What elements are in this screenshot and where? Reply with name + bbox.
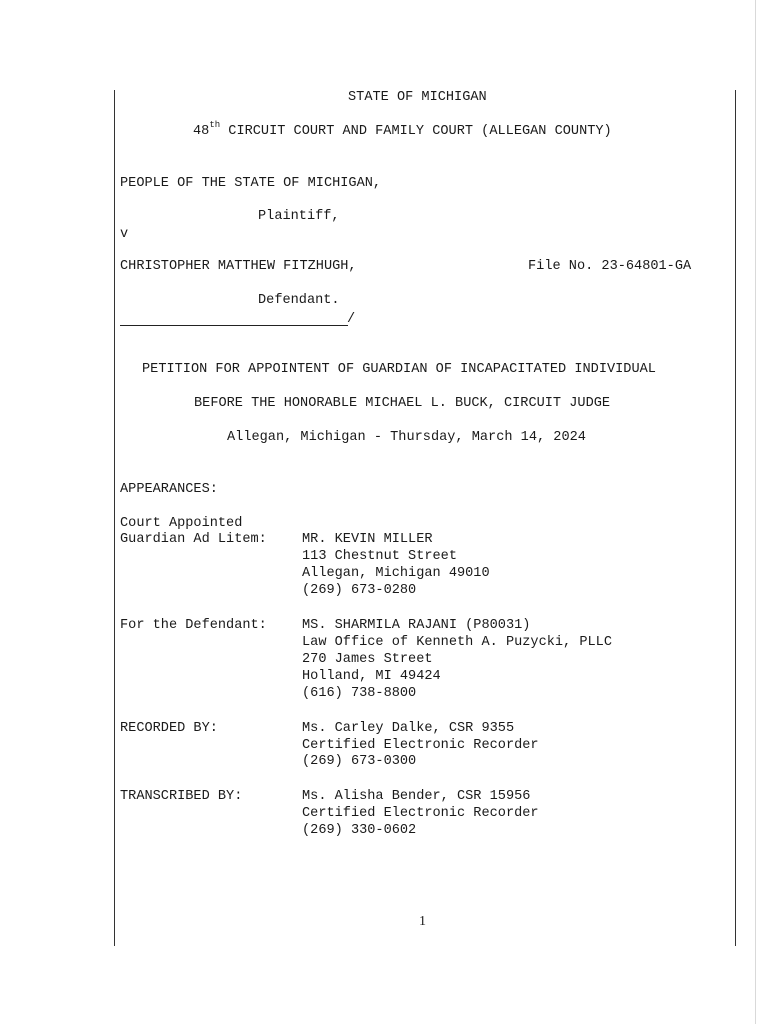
transcriber-phone: (269) 330-0602: [302, 823, 417, 838]
transcribed-label: TRANSCRIBED BY:: [120, 789, 243, 804]
state-heading: STATE OF MICHIGAN: [348, 90, 487, 105]
defense-city: Holland, MI 49424: [302, 669, 441, 684]
appearances-heading: APPEARANCES:: [120, 482, 218, 497]
recorder-phone: (269) 673-0300: [302, 754, 417, 769]
defendant-role: Defendant.: [258, 293, 340, 308]
page-number: 1: [419, 914, 426, 929]
defense-attorney: MS. SHARMILA RAJANI (P80031): [302, 618, 531, 633]
defense-phone: (616) 738-8800: [302, 686, 417, 701]
file-number: File No. 23-64801-GA: [528, 259, 692, 274]
court-name: CIRCUIT COURT AND FAMILY COURT (ALLEGAN COUNTY): [220, 124, 612, 139]
court-ordinal: th: [209, 120, 221, 131]
plaintiff-role: Plaintiff,: [258, 209, 340, 224]
caption-slash: /: [347, 312, 356, 327]
caption-underline: [120, 325, 348, 326]
defense-label: For the Defendant:: [120, 618, 267, 633]
place-date: Allegan, Michigan - Thursday, March 14, 2024: [227, 430, 586, 445]
defense-firm: Law Office of Kenneth A. Puzycki, PLLC: [302, 635, 612, 650]
right-margin-rule: [735, 90, 736, 946]
defendant-name: CHRISTOPHER MATTHEW FITZHUGH,: [120, 259, 357, 274]
court-heading: [193, 120, 612, 140]
left-margin-rule: [114, 90, 115, 946]
transcriber-name: Ms. Alisha Bender, CSR 15956: [302, 789, 531, 804]
gal-phone: (269) 673-0280: [302, 583, 417, 598]
judge-line: BEFORE THE HONORABLE MICHAEL L. BUCK, CIRCUIT JUDGE: [194, 396, 611, 411]
versus: v: [120, 227, 129, 242]
transcriber-title: Certified Electronic Recorder: [302, 806, 539, 821]
recorder-title: Certified Electronic Recorder: [302, 738, 539, 753]
court-number: 48: [193, 124, 210, 139]
gal-street: 113 Chestnut Street: [302, 549, 457, 564]
page-edge: [755, 0, 756, 1024]
gal-city: Allegan, Michigan 49010: [302, 566, 490, 581]
proceeding-title: PETITION FOR APPOINTENT OF GUARDIAN OF INCAPACITATED INDIVIDUAL: [142, 362, 656, 377]
gal-label-line2: Guardian Ad Litem:: [120, 532, 267, 547]
recorder-name: Ms. Carley Dalke, CSR 9355: [302, 721, 515, 736]
gal-label-line1: Court Appointed: [120, 516, 243, 531]
recorded-label: RECORDED BY:: [120, 721, 218, 736]
defense-street: 270 James Street: [302, 652, 433, 667]
gal-name: MR. KEVIN MILLER: [302, 532, 433, 547]
plaintiff-name: PEOPLE OF THE STATE OF MICHIGAN,: [120, 176, 382, 191]
